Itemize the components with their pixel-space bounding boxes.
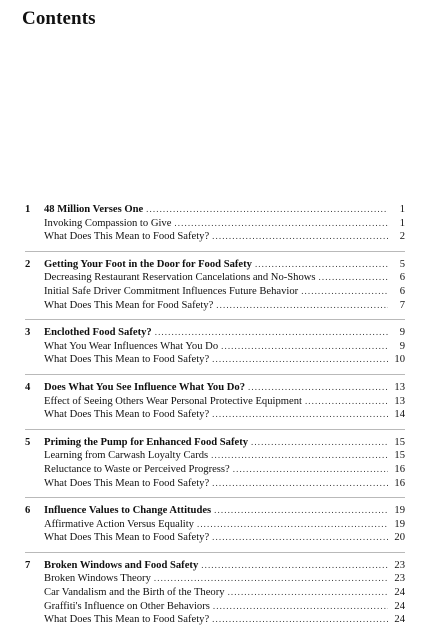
- dot-leader: [174, 217, 388, 231]
- section-title: What Does This Mean for Food Safety?: [44, 299, 214, 311]
- section-title: What Does This Mean to Food Safety?: [44, 477, 210, 489]
- page-number: 20: [394, 532, 405, 544]
- toc-chapter-entry[interactable]: [25, 326, 405, 340]
- toc-chapter-block: [25, 381, 405, 430]
- chapter-title: 48 Million Verses One: [44, 204, 144, 215]
- dot-leader: [305, 395, 388, 409]
- toc-chapter-entry[interactable]: [25, 559, 405, 573]
- chapter-number: 1: [25, 204, 31, 215]
- page-number: 24: [394, 614, 405, 626]
- section-title: Car Vandalism and the Birth of the Theory: [44, 587, 225, 599]
- chapter-number: 3: [25, 327, 31, 339]
- page-number: 16: [394, 463, 405, 475]
- page-number: 9: [399, 340, 405, 352]
- section-title: What Does This Mean to Food Safety?: [44, 532, 210, 544]
- page-number: 1: [399, 204, 405, 215]
- toc-section-entry[interactable]: [25, 463, 405, 477]
- page-number: 13: [394, 381, 405, 393]
- dot-leader: [212, 613, 388, 627]
- chapter-number: 4: [25, 381, 31, 393]
- dot-leader: [211, 449, 388, 463]
- toc-section-entry[interactable]: [25, 230, 405, 244]
- toc-chapter-block: [25, 436, 405, 498]
- dot-leader: [248, 381, 388, 395]
- page-number: 19: [394, 518, 405, 530]
- page-number: 1: [399, 217, 405, 229]
- toc-chapter-block: [25, 203, 405, 252]
- page-number: 19: [394, 505, 405, 517]
- chapter-title: Enclothed Food Safety?: [44, 327, 152, 339]
- page-number: 2: [399, 231, 405, 243]
- chapter-title: Influence Values to Change Attitudes: [44, 505, 212, 517]
- section-title: Reluctance to Waste or Perceived Progress?: [44, 463, 230, 475]
- toc-chapter-entry[interactable]: [25, 436, 405, 450]
- section-title: Effect of Seeing Others Wear Personal Protective Equipment: [44, 395, 302, 407]
- chapter-title: Getting Your Foot in the Door for Food Safety: [44, 258, 252, 270]
- toc-section-entry[interactable]: [25, 477, 405, 491]
- page-number: 7: [399, 299, 405, 311]
- page-number: 15: [394, 436, 405, 448]
- chapter-title: Broken Windows and Food Safety: [44, 559, 199, 571]
- page-number: 9: [399, 327, 405, 339]
- toc-chapter-entry[interactable]: [25, 258, 405, 272]
- page-number: 23: [394, 559, 405, 571]
- toc-section-entry[interactable]: [25, 572, 405, 586]
- toc-chapter-entry[interactable]: [25, 504, 405, 518]
- section-title: Initial Safe Driver Commitment Influences Future Behavior: [44, 285, 299, 297]
- dot-leader: [212, 477, 388, 491]
- section-title: Learning from Carwash Loyalty Cards: [44, 450, 209, 462]
- page-number: 16: [394, 477, 405, 489]
- chapter-title: Does What You See Influence What You Do?: [44, 381, 246, 393]
- dot-leader: [319, 271, 388, 285]
- toc-section-entry[interactable]: [25, 353, 405, 367]
- chapter-title: Priming the Pump for Enhanced Food Safety: [44, 436, 249, 448]
- dot-leader: [201, 559, 388, 573]
- chapter-number: 2: [25, 258, 31, 270]
- section-title: What Does This Mean to Food Safety?: [44, 409, 210, 421]
- dot-leader: [221, 340, 388, 354]
- dot-leader: [212, 353, 388, 367]
- toc-section-entry[interactable]: [25, 217, 405, 231]
- toc-section-entry[interactable]: [25, 449, 405, 463]
- table-of-contents: [25, 203, 405, 640]
- page-number: 5: [399, 258, 405, 270]
- toc-section-entry[interactable]: [25, 600, 405, 614]
- dot-leader: [228, 586, 388, 600]
- section-title: What Does This Mean to Food Safety?: [44, 614, 210, 626]
- toc-chapter-block: [25, 326, 405, 375]
- page-number: 6: [399, 272, 405, 284]
- page-number: 14: [394, 409, 405, 421]
- page-title: Contents: [22, 8, 96, 29]
- dot-leader: [216, 299, 388, 313]
- page-number: 6: [399, 285, 405, 297]
- toc-chapter-entry[interactable]: [25, 381, 405, 395]
- toc-chapter-block: [25, 504, 405, 553]
- dot-leader: [233, 463, 388, 477]
- page-number: 24: [394, 600, 405, 612]
- section-title: What Does This Mean to Food Safety?: [44, 231, 210, 243]
- page-number: 10: [394, 354, 405, 366]
- dot-leader: [212, 230, 388, 244]
- chapter-number: 6: [25, 505, 31, 517]
- section-title: What You Wear Influences What You Do: [44, 340, 219, 352]
- dot-leader: [197, 518, 388, 532]
- section-title: What Does This Mean to Food Safety?: [44, 354, 210, 366]
- dot-leader: [301, 285, 388, 299]
- section-title: Affirmative Action Versus Equality: [44, 518, 194, 530]
- page-number: 15: [394, 450, 405, 462]
- dot-leader: [255, 258, 388, 272]
- dot-leader: [212, 531, 388, 545]
- dot-leader: [155, 326, 388, 340]
- chapter-number: 5: [25, 436, 31, 448]
- toc-section-entry[interactable]: [25, 586, 405, 600]
- page-number: 24: [394, 587, 405, 599]
- section-title: Graffiti's Influence on Other Behaviors: [44, 600, 210, 612]
- page-number: 23: [394, 573, 405, 585]
- dot-leader: [212, 408, 388, 422]
- chapter-number: 7: [25, 559, 31, 571]
- toc-section-entry[interactable]: [25, 285, 405, 299]
- dot-leader: [213, 600, 388, 614]
- toc-section-entry[interactable]: [25, 340, 405, 354]
- page-number: 13: [394, 395, 405, 407]
- section-title: Decreasing Restaurant Reservation Cancelations and No-Shows: [44, 272, 316, 284]
- section-title: Invoking Compassion to Give: [44, 217, 172, 229]
- toc-section-entry[interactable]: [25, 518, 405, 532]
- toc-section-entry[interactable]: [25, 395, 405, 409]
- toc-section-entry[interactable]: [25, 408, 405, 422]
- toc-chapter-block: [25, 559, 405, 634]
- dot-leader: [214, 504, 388, 518]
- dot-leader: [251, 436, 388, 450]
- toc-chapter-entry[interactable]: [25, 203, 405, 217]
- toc-section-entry[interactable]: [25, 531, 405, 545]
- toc-section-entry[interactable]: [25, 299, 405, 313]
- toc-chapter-block: [25, 258, 405, 320]
- section-title: Broken Windows Theory: [44, 573, 151, 585]
- dot-leader: [154, 572, 388, 586]
- toc-section-entry[interactable]: [25, 271, 405, 285]
- dot-leader: [146, 203, 388, 217]
- toc-section-entry[interactable]: [25, 613, 405, 627]
